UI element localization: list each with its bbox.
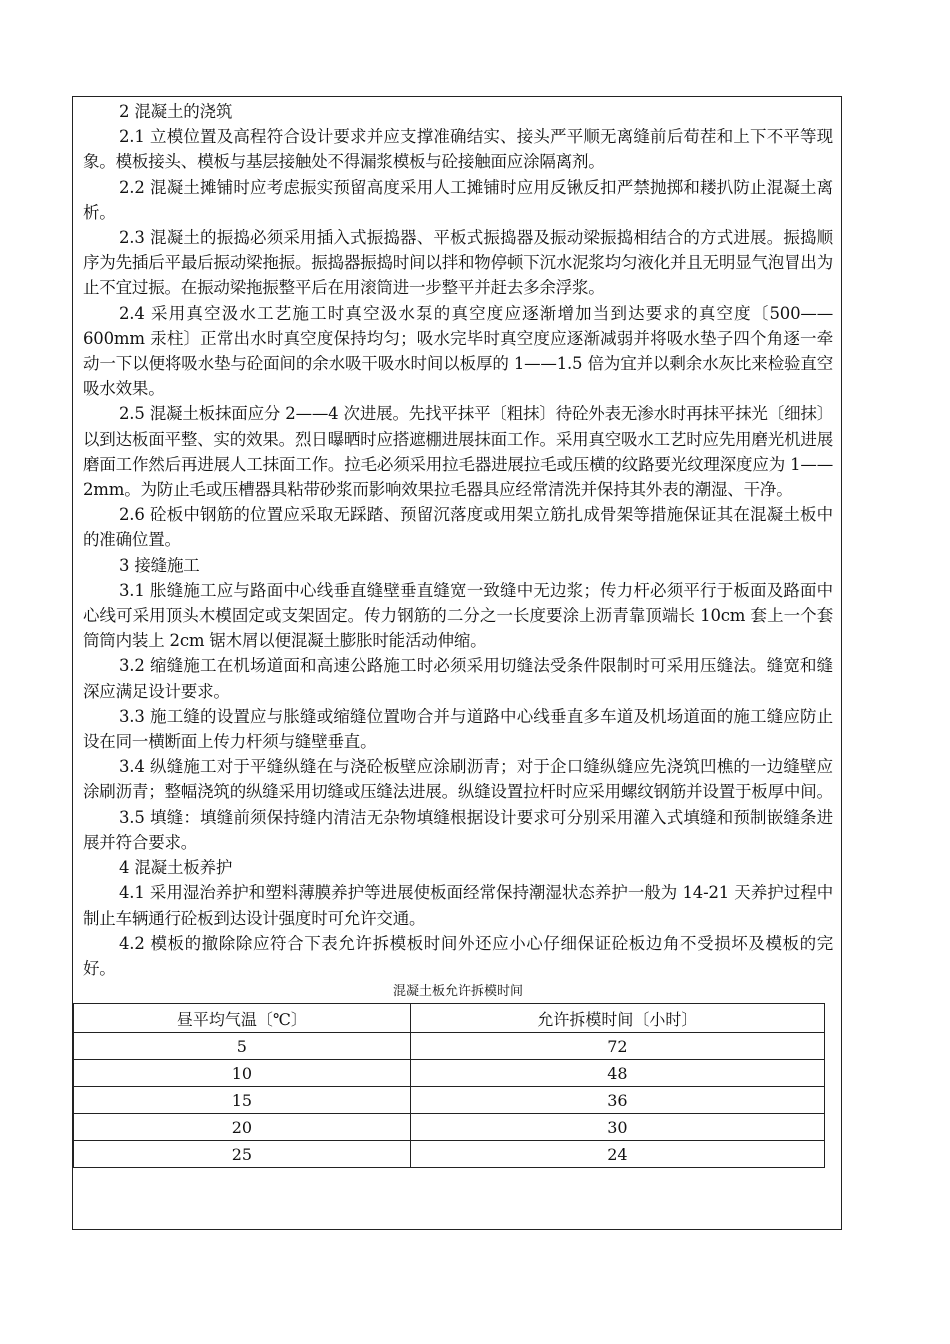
cell-temperature: 15 <box>74 1087 411 1114</box>
paragraph: 4.2 模板的撤除除应符合下表允许拆模板时间外还应小心仔细保证砼板边角不受损坏及模板的完好。 <box>83 933 833 978</box>
paragraph: 4 混凝土板养护 <box>119 858 233 878</box>
cell-time: 24 <box>410 1141 824 1168</box>
header-time: 允许拆模时间〔小时〕 <box>410 1004 824 1033</box>
paragraph: 2.5 混凝土板抹面应分 2——4 次进展。先找平抹平〔粗抹〕待砼外表无渗水时再抹平抹光〔细抹〕以到达板面平整、实的效果。烈日曝晒时应搭遮棚进展抹面工作。采用真空吸水工艺时应先用磨光机进展磨面工作然后再进展人工抹面工作。拉毛必须采用拉毛器进展拉毛或压横的纹路要光纹理深度应为 1——2mm。为防止毛或压槽器具粘带砂浆而影响效果拉毛器具应经常清洗并保持其外表的潮湿、干净。 <box>83 404 833 500</box>
demolding-time-table <box>73 1003 825 1168</box>
cell-time: 30 <box>410 1114 824 1141</box>
header-temperature: 昼平均气温〔℃〕 <box>74 1004 411 1033</box>
cell-temperature: 25 <box>74 1141 411 1168</box>
table-row <box>74 1087 825 1114</box>
table-row <box>74 1114 825 1141</box>
cell-time: 36 <box>410 1087 824 1114</box>
cell-time: 72 <box>410 1033 824 1060</box>
paragraph: 4.1 采用湿治养护和塑料薄膜养护等进展使板面经常保持潮湿状态养护一般为 14-21 天养护过程中制止车辆通行砼板到达设计强度时可允许交通。 <box>83 883 833 928</box>
paragraph: 3.1 胀缝施工应与路面中心线垂直缝壁垂直缝宽一致缝中无边浆；传力杆必须平行于板面及路面中心线可采用顶头木模固定或支架固定。传力钢筋的二分之一长度要涂上沥青靠顶端长 10cm 套上一个套筒筒内装上 2cm 锯木屑以便混凝土膨胀时能活动伸缩。 <box>83 580 833 651</box>
paragraph: 2.4 采用真空汲水工艺施工时真空汲水泵的真空度应逐渐增加当到达要求的真空度〔500——600mm 汞柱〕正常出水时真空度保持均匀；吸水完毕时真空度应逐渐减弱并将吸水垫子四个角逐一牵动一下以便将吸水垫与砼面间的余水吸干吸水时间以板厚的 1——1.5 倍为宜并以剩余水灰比来检验直空吸水效果。 <box>83 303 833 399</box>
document-content <box>83 99 833 1003</box>
document-frame <box>72 96 842 1230</box>
cell-temperature: 10 <box>74 1060 411 1087</box>
paragraph: 3.2 缩缝施工在机场道面和高速公路施工时必须采用切缝法受条件限制时可采用压缝法。缝宽和缝深应满足设计要求。 <box>83 656 833 701</box>
table-row <box>74 1033 825 1060</box>
paragraph: 3.5 填缝：填缝前须保持缝内清洁无杂物填缝根据设计要求可分别采用灌入式填缝和预制嵌缝条进展并符合要求。 <box>83 807 833 852</box>
paragraph: 2.2 混凝土摊铺时应考虑振实预留高度采用人工摊铺时应用反锹反扣严禁抛掷和耧扒防止混凝土离析。 <box>83 177 833 222</box>
cell-temperature: 5 <box>74 1033 411 1060</box>
paragraph: 2.1 立模位置及高程符合设计要求并应支撑准确结实、接头严平顺无离缝前后荀茬和上下不平等现象。模板接头、模板与基层接触处不得漏浆模板与砼接触面应涂隔离剂。 <box>83 127 833 172</box>
paragraph: 3.4 纵缝施工对于平缝纵缝在与浇砼板壁应涂刷沥青；对于企口缝纵缝应先浇筑凹樵的一边缝壁应涂刷沥青；整幅浇筑的纵缝采用切缝或压缝法进展。纵缝设置拉杆时应采用螺纹钢筋并设置于板厚中间。 <box>83 757 833 802</box>
cell-time: 48 <box>410 1060 824 1087</box>
paragraph: 3 接缝施工 <box>119 555 200 575</box>
paragraph: 3.3 施工缝的设置应与胀缝或缩缝位置吻合并与道路中心线垂直多车道及机场道面的施工缝应防止设在同一横断面上传力杆须与缝壁垂直。 <box>83 706 833 752</box>
paragraph: 2.6 砼板中钢筋的位置应采取无踩踏、预留沉落度或用架立筋扎成骨架等措施保证其在混凝土板中的准确位置。 <box>83 505 833 550</box>
paragraph: 2.3 混凝土的振捣必须采用插入式振捣器、平板式振捣器及振动梁振捣相结合的方式进展。振捣顺序为先插后平最后振动梁拖振。振捣器振捣时间以拌和物停顿下沉水泥浆均匀液化并且无明显气泡冒出为止不宜过振。在振动梁拖振整平后在用滚筒进一步整平并赶去多余浮浆。 <box>83 228 833 298</box>
paragraph: 2 混凝土的浇筑 <box>119 102 233 121</box>
table-caption: 混凝土板允许拆模时间 <box>392 984 523 1000</box>
cell-temperature: 20 <box>74 1114 411 1141</box>
table-header-row <box>74 1004 825 1033</box>
table-row <box>74 1141 825 1168</box>
table-row <box>74 1060 825 1087</box>
